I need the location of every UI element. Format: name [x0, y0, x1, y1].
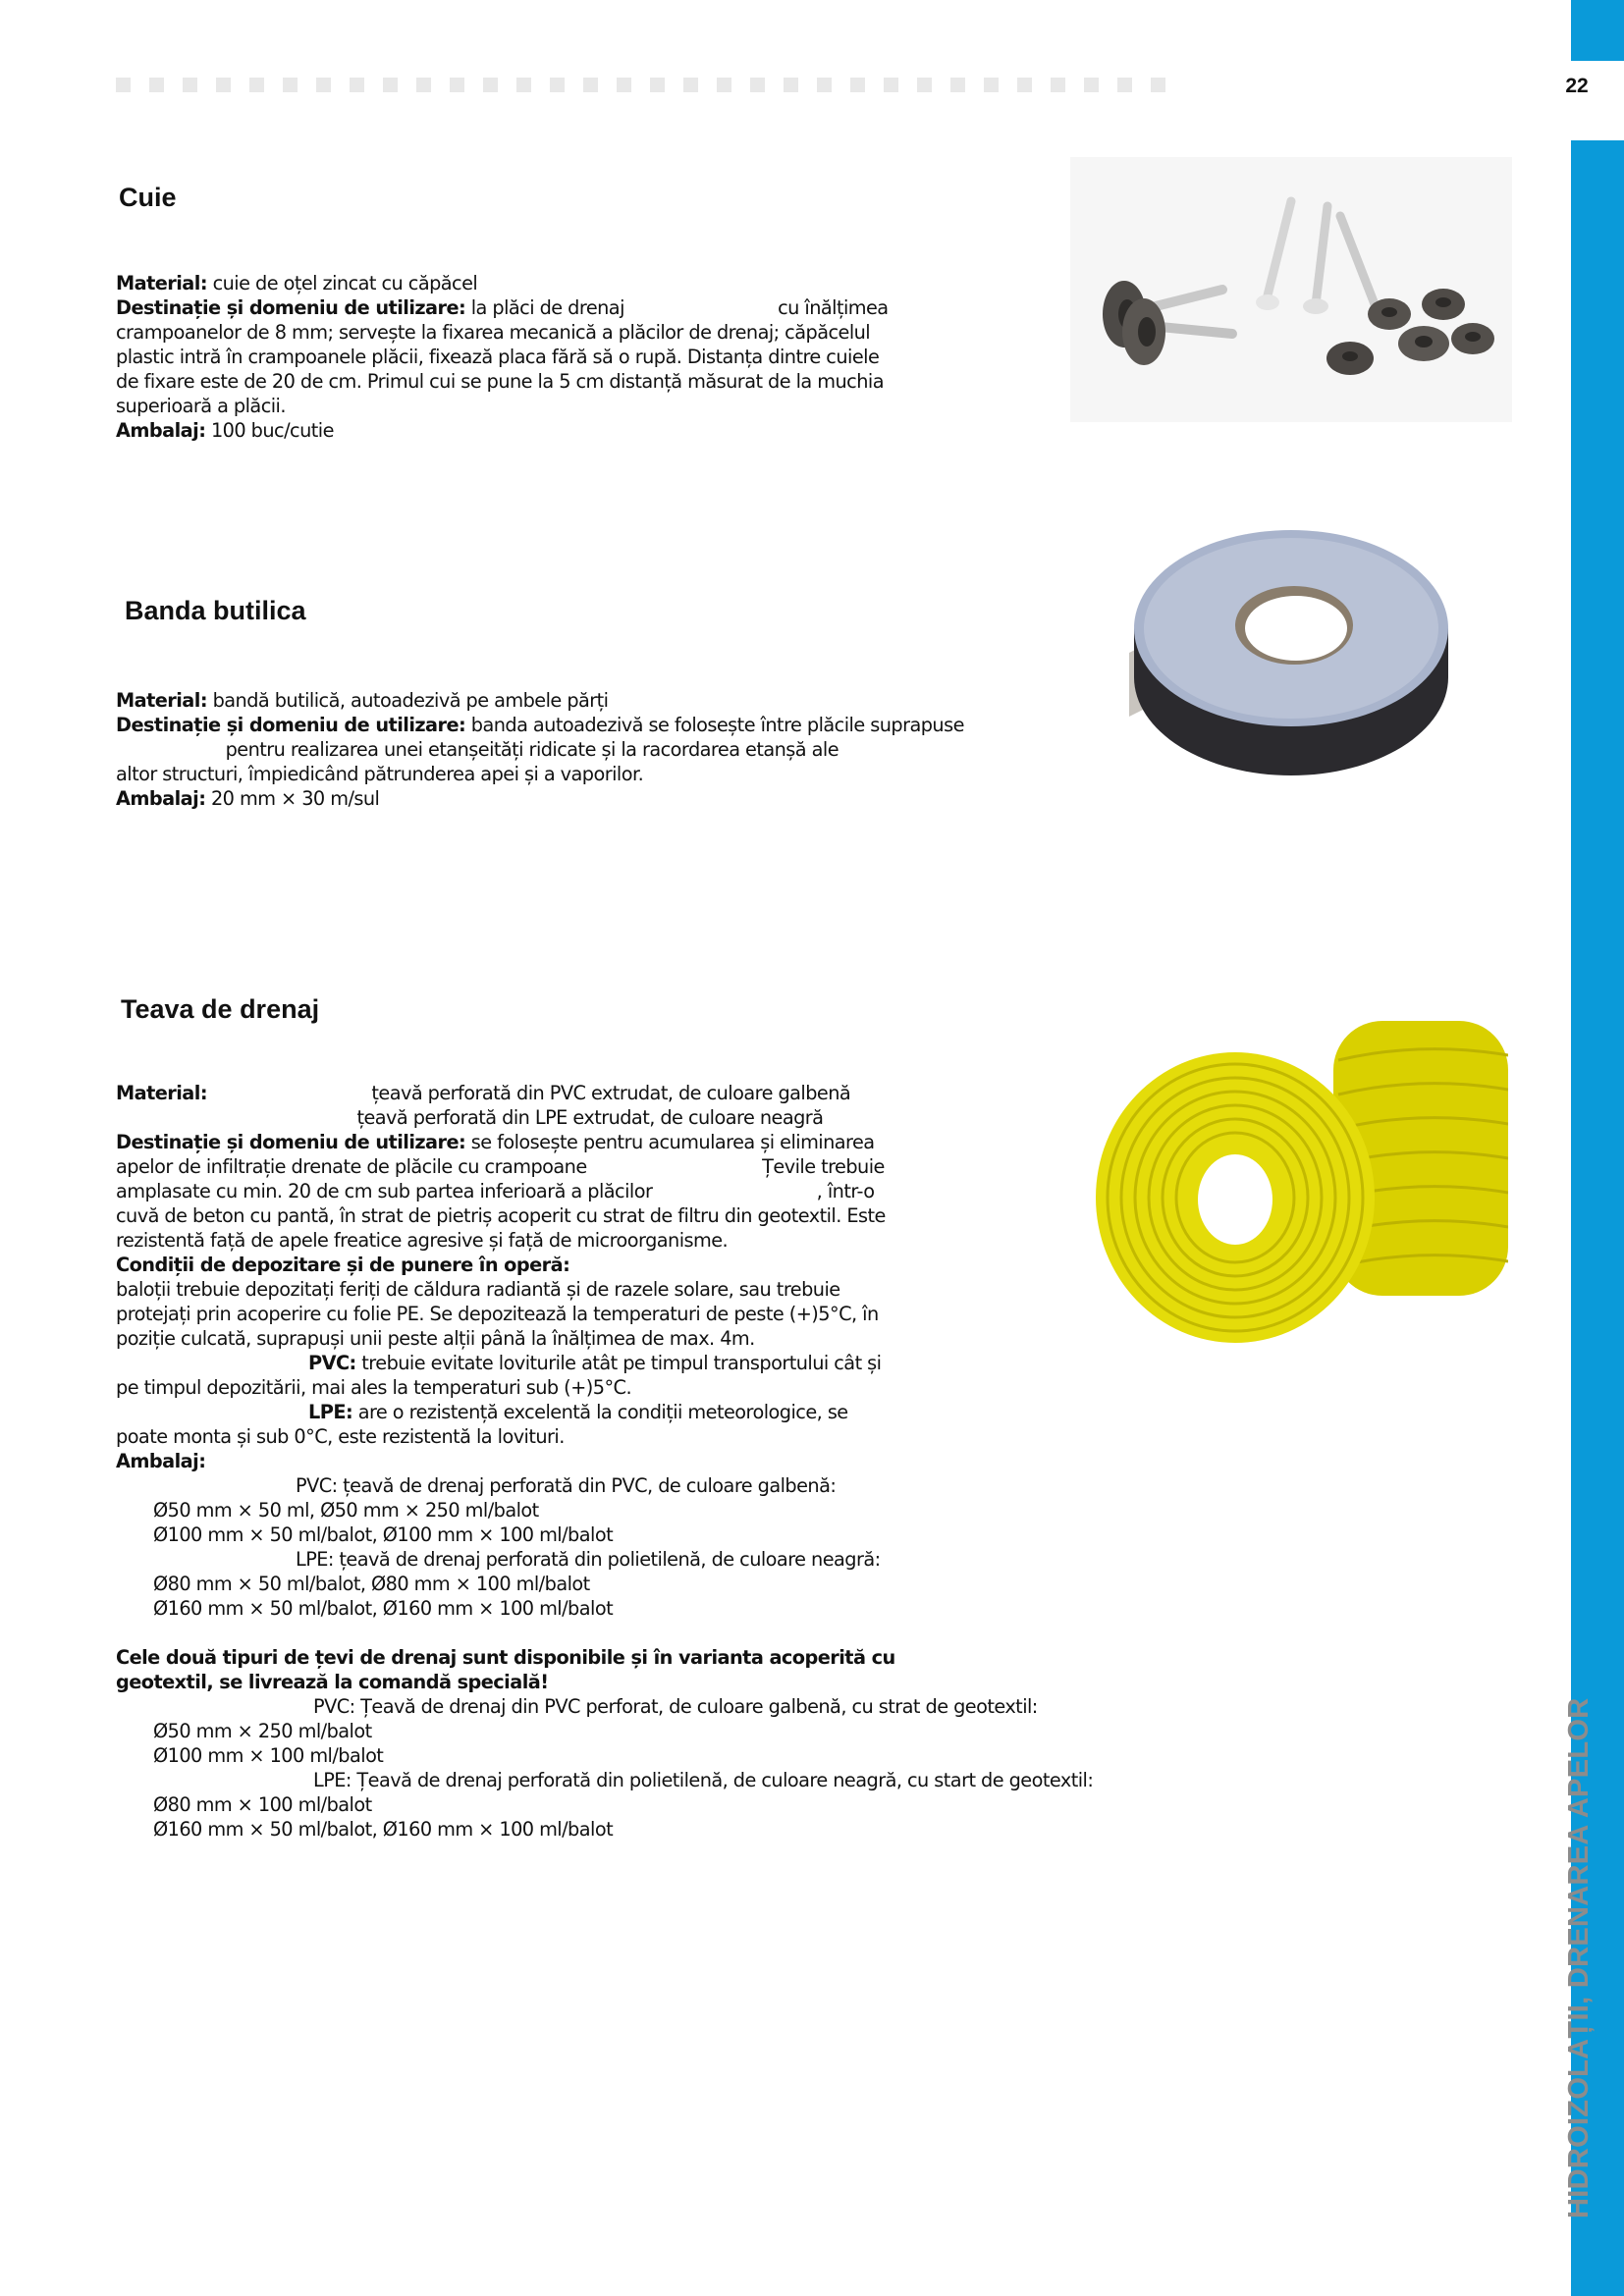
material-line: Material: bandă butilică, autoadezivă pe ambele părți — [116, 689, 609, 712]
side-accent-top — [1571, 0, 1624, 61]
packaging-line: Ambalaj: 20 mm × 30 m/sul — [116, 787, 380, 810]
header-dot-strip — [116, 78, 1165, 92]
geotextil-lpe: LPE: Țeavă de drenaj perforată din polietilenă, de culoare neagră, cu start de geotextil: — [313, 1769, 1094, 1791]
packaging-size: Ø160 mm × 50 ml/balot, Ø160 mm × 100 ml/balot — [153, 1597, 614, 1620]
storage-text: baloții trebuie depozitați feriți de căldura radiantă și de razele solare, sau trebuie — [116, 1278, 840, 1301]
lpe-note: LPE: are o rezistență excelentă la condiții meteorologice, se — [308, 1401, 848, 1423]
section-body-cuie — [116, 271, 889, 443]
packaging-pvc: PVC: țeavă de drenaj perforată din PVC, de culoare galbenă: — [296, 1474, 837, 1497]
material-line: țeavă perforată din LPE extrudat, de culoare neagră — [116, 1106, 824, 1129]
geotextil-size: Ø50 mm × 250 ml/balot — [153, 1720, 372, 1742]
usage-text: rezistentă față de apele freatice agresive și față de microorganisme. — [116, 1229, 729, 1252]
section-title-teava: Teava de drenaj — [121, 994, 320, 1024]
packaging-line: Ambalaj: 100 buc/cutie — [116, 419, 334, 442]
packaging-size: Ø100 mm × 50 ml/balot, Ø100 mm × 100 ml/balot — [153, 1523, 614, 1546]
geotextil-size: Ø160 mm × 50 ml/balot, Ø160 mm × 100 ml/balot — [153, 1818, 614, 1841]
butyl-tape-photo — [1129, 530, 1463, 805]
section-body-banda — [116, 688, 964, 811]
usage-line: Destinație și domeniu de utilizare: la plăci de drenaj cu înălțimea — [116, 296, 889, 319]
storage-heading: Condiții de depozitare și de punere în operă: — [116, 1254, 570, 1276]
usage-text: cuvă de beton cu pantă, în strat de pietriș acoperit cu strat de filtru din geotextil. Este — [116, 1204, 886, 1227]
material-line: Material: țeavă perforată din PVC extrudat, de culoare galbenă — [116, 1082, 851, 1104]
usage-text: superioară a plăcii. — [116, 395, 286, 417]
usage-text: de fixare este de 20 de cm. Primul cui se pune la 5 cm distanță măsurat de la muchia — [116, 370, 884, 393]
packaging-heading: Ambalaj: — [116, 1450, 206, 1472]
page-number: 22 — [1565, 75, 1589, 97]
section-title-cuie: Cuie — [119, 183, 177, 212]
packaging-lpe: LPE: țeavă de drenaj perforată din polietilenă, de culoare neagră: — [296, 1548, 881, 1571]
usage-line: Destinație și domeniu de utilizare: se folosește pentru acumularea și eliminarea — [116, 1131, 875, 1153]
usage-text: altor structuri, împiedicând pătrunderea apei și a vaporilor. — [116, 763, 644, 785]
nails-photo — [1070, 157, 1512, 422]
geotextil-note: Cele două tipuri de țevi de drenaj sunt disponibile și în varianta acoperită cu — [116, 1646, 895, 1669]
pvc-note: PVC: trebuie evitate loviturile atât pe timpul transportului cât și — [308, 1352, 882, 1374]
pvc-note-text: pe timpul depozitării, mai ales la temperaturi sub (+)5°C. — [116, 1376, 632, 1399]
usage-text: apelor de infiltrație drenate de plăcile cu crampoane Țevile trebuie — [116, 1155, 885, 1178]
packaging-size: Ø50 mm × 50 ml, Ø50 mm × 250 ml/balot — [153, 1499, 539, 1522]
material-line: Material: cuie de oțel zincat cu căpăcel — [116, 272, 478, 294]
drainage-pipe-photo — [1088, 1021, 1508, 1360]
lpe-note-text: poate monta și sub 0°C, este rezistentă la lovituri. — [116, 1425, 565, 1448]
geotextil-note: geotextil, se livrează la comandă specială! — [116, 1671, 549, 1693]
geotextil-size: Ø100 mm × 100 ml/balot — [153, 1744, 384, 1767]
usage-text: amplasate cu min. 20 de cm sub partea inferioară a plăcilor , într-o — [116, 1180, 875, 1202]
geotextil-size: Ø80 mm × 100 ml/balot — [153, 1793, 372, 1816]
packaging-size: Ø80 mm × 50 ml/balot, Ø80 mm × 100 ml/balot — [153, 1573, 590, 1595]
storage-text: protejați prin acoperire cu folie PE. Se depozitează la temperaturi de peste (+)5°C, în — [116, 1303, 879, 1325]
usage-text: plastic intră în crampoanele plăcii, fixează placa fără să o rupă. Distanța dintre cuiele — [116, 346, 880, 368]
storage-text: poziție culcată, suprapuși unii peste alții până la înălțimea de max. 4m. — [116, 1327, 755, 1350]
usage-text: pentru realizarea unei etanșeități ridicate și la racordarea etanșă ale — [116, 738, 839, 761]
usage-text: crampoanelor de 8 mm; servește la fixarea mecanică a plăcilor de drenaj; căpăcelul — [116, 321, 871, 344]
usage-line: Destinație și domeniu de utilizare: banda autoadezivă se folosește între plăcile suprapuse — [116, 714, 964, 736]
geotextil-pvc: PVC: Țeavă de drenaj din PVC perforat, de culoare galbenă, cu strat de geotextil: — [313, 1695, 1038, 1718]
side-section-label: HIDROIZOLAȚII, DRENAREA APELOR — [1563, 1697, 1595, 2218]
section-body-teava — [116, 1081, 1093, 1842]
section-title-banda: Banda butilica — [125, 596, 306, 625]
